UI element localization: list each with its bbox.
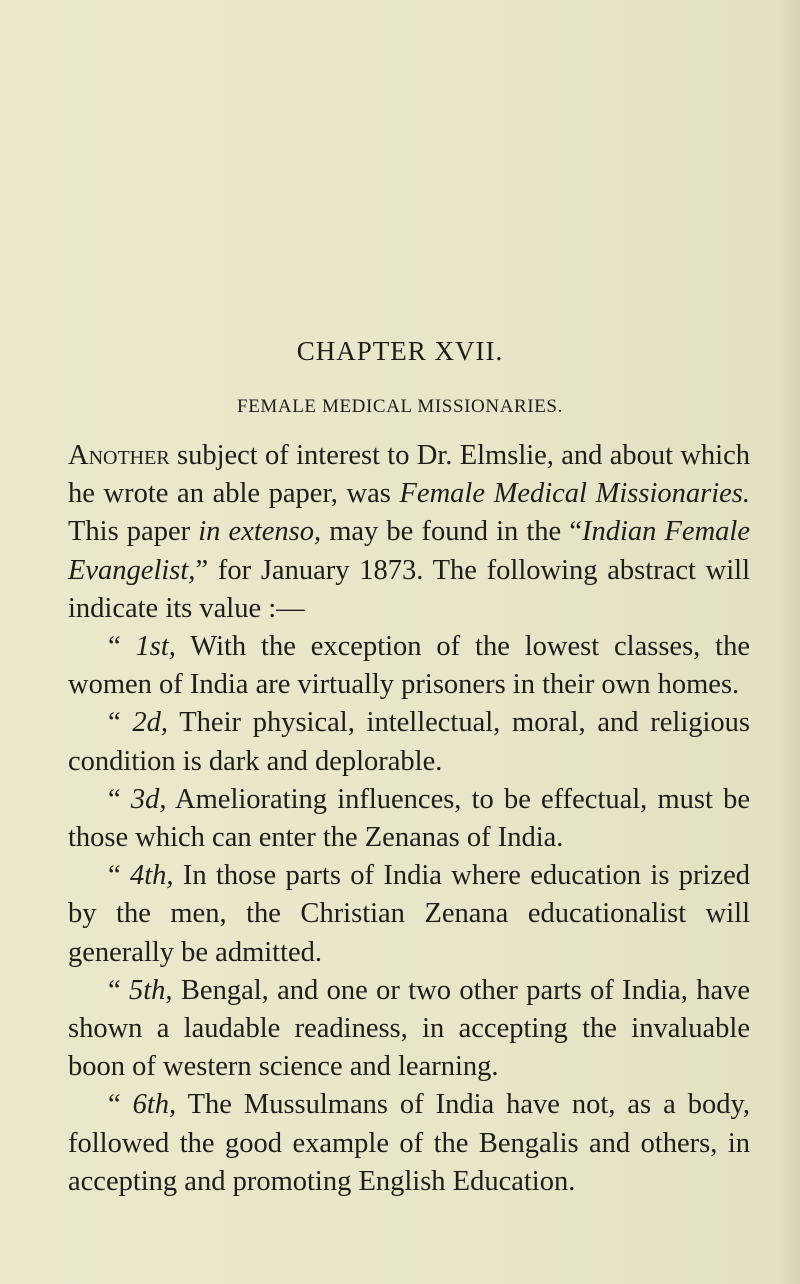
point-text: Ameliorating influences, to be effectual, must be those which can enter the Zenanas of India. <box>68 783 750 854</box>
point-paragraph: “ 1st, With the exception of the lowest classes, the women of India are virtually prisoners in their own homes. <box>68 631 751 701</box>
chapter-heading: CHAPTER XVII. <box>296 336 504 366</box>
chapter-subtitle: FEMALE MEDICAL MISSIONARIES. <box>237 396 563 417</box>
point-paragraph: “ 3d, Ameliorating influences, to be effectual, must be those which can enter the Zenanas of India. <box>68 783 750 854</box>
point-number: 5th, <box>129 974 173 1006</box>
point-number: 2d, <box>132 707 169 739</box>
point-text: With the exception of the lowest classes, the women of India are virtually prisoners in their own homes. <box>68 631 751 701</box>
point-text: In those parts of India where education is prized by the men, the Christian Zenana educationalist will generally be admitted. <box>68 860 750 968</box>
point-paragraph: “ 4th, In those parts of India where education is prized by the men, the Christian Zenana educationalist will generally be admitted. <box>68 860 750 968</box>
intro-journal-title: Indian Female Evangelist, <box>68 516 750 586</box>
intro-lead-word: Another <box>68 440 170 471</box>
intro-text-4: ” for January 1873. The following abstract will indicate its value :— <box>68 554 750 624</box>
point-number: 1st, <box>135 631 176 663</box>
intro-latin-phrase: in extenso, <box>198 516 322 548</box>
intro-paragraph <box>68 437 750 628</box>
chapter-body <box>68 437 750 1201</box>
intro-paper-title: Female Medical Missionaries. <box>399 478 750 510</box>
point-text: Bengal, and one or two other parts of India, have shown a laudable readiness, in accepting the invaluable boon of western science and learning. <box>68 974 750 1083</box>
point-paragraph: “ 2d, Their physical, intellectual, moral, and religious condition is dark and deplorable. <box>68 707 751 777</box>
point-paragraph: “ 6th, The Mussulmans of India have not, as a body, followed the good example of the Bengalis and others, in accepting and promoting English Education. <box>68 1089 750 1197</box>
point-number: 6th, <box>132 1089 177 1121</box>
point-text: Their physical, intellectual, moral, and religious condition is dark and deplorable. <box>68 707 751 777</box>
intro-text-1: subject of interest to Dr. Elmslie, and about which he wrote an able paper, was <box>68 440 750 510</box>
point-paragraph: “ 5th, Bengal, and one or two other parts of India, have shown a laudable readiness, in accepting the invaluable boon of western science and learning. <box>68 974 750 1083</box>
intro-text-3: may be found in the “ <box>321 516 582 548</box>
intro-text-2: This paper <box>68 516 199 548</box>
point-text: The Mussulmans of India have not, as a body, followed the good example of the Bengalis and others, in accepting and promoting English Education. <box>68 1089 750 1197</box>
point-number: 4th, <box>130 860 174 892</box>
page-edge-shadow <box>778 0 800 1284</box>
point-number: 3d, <box>130 783 167 815</box>
